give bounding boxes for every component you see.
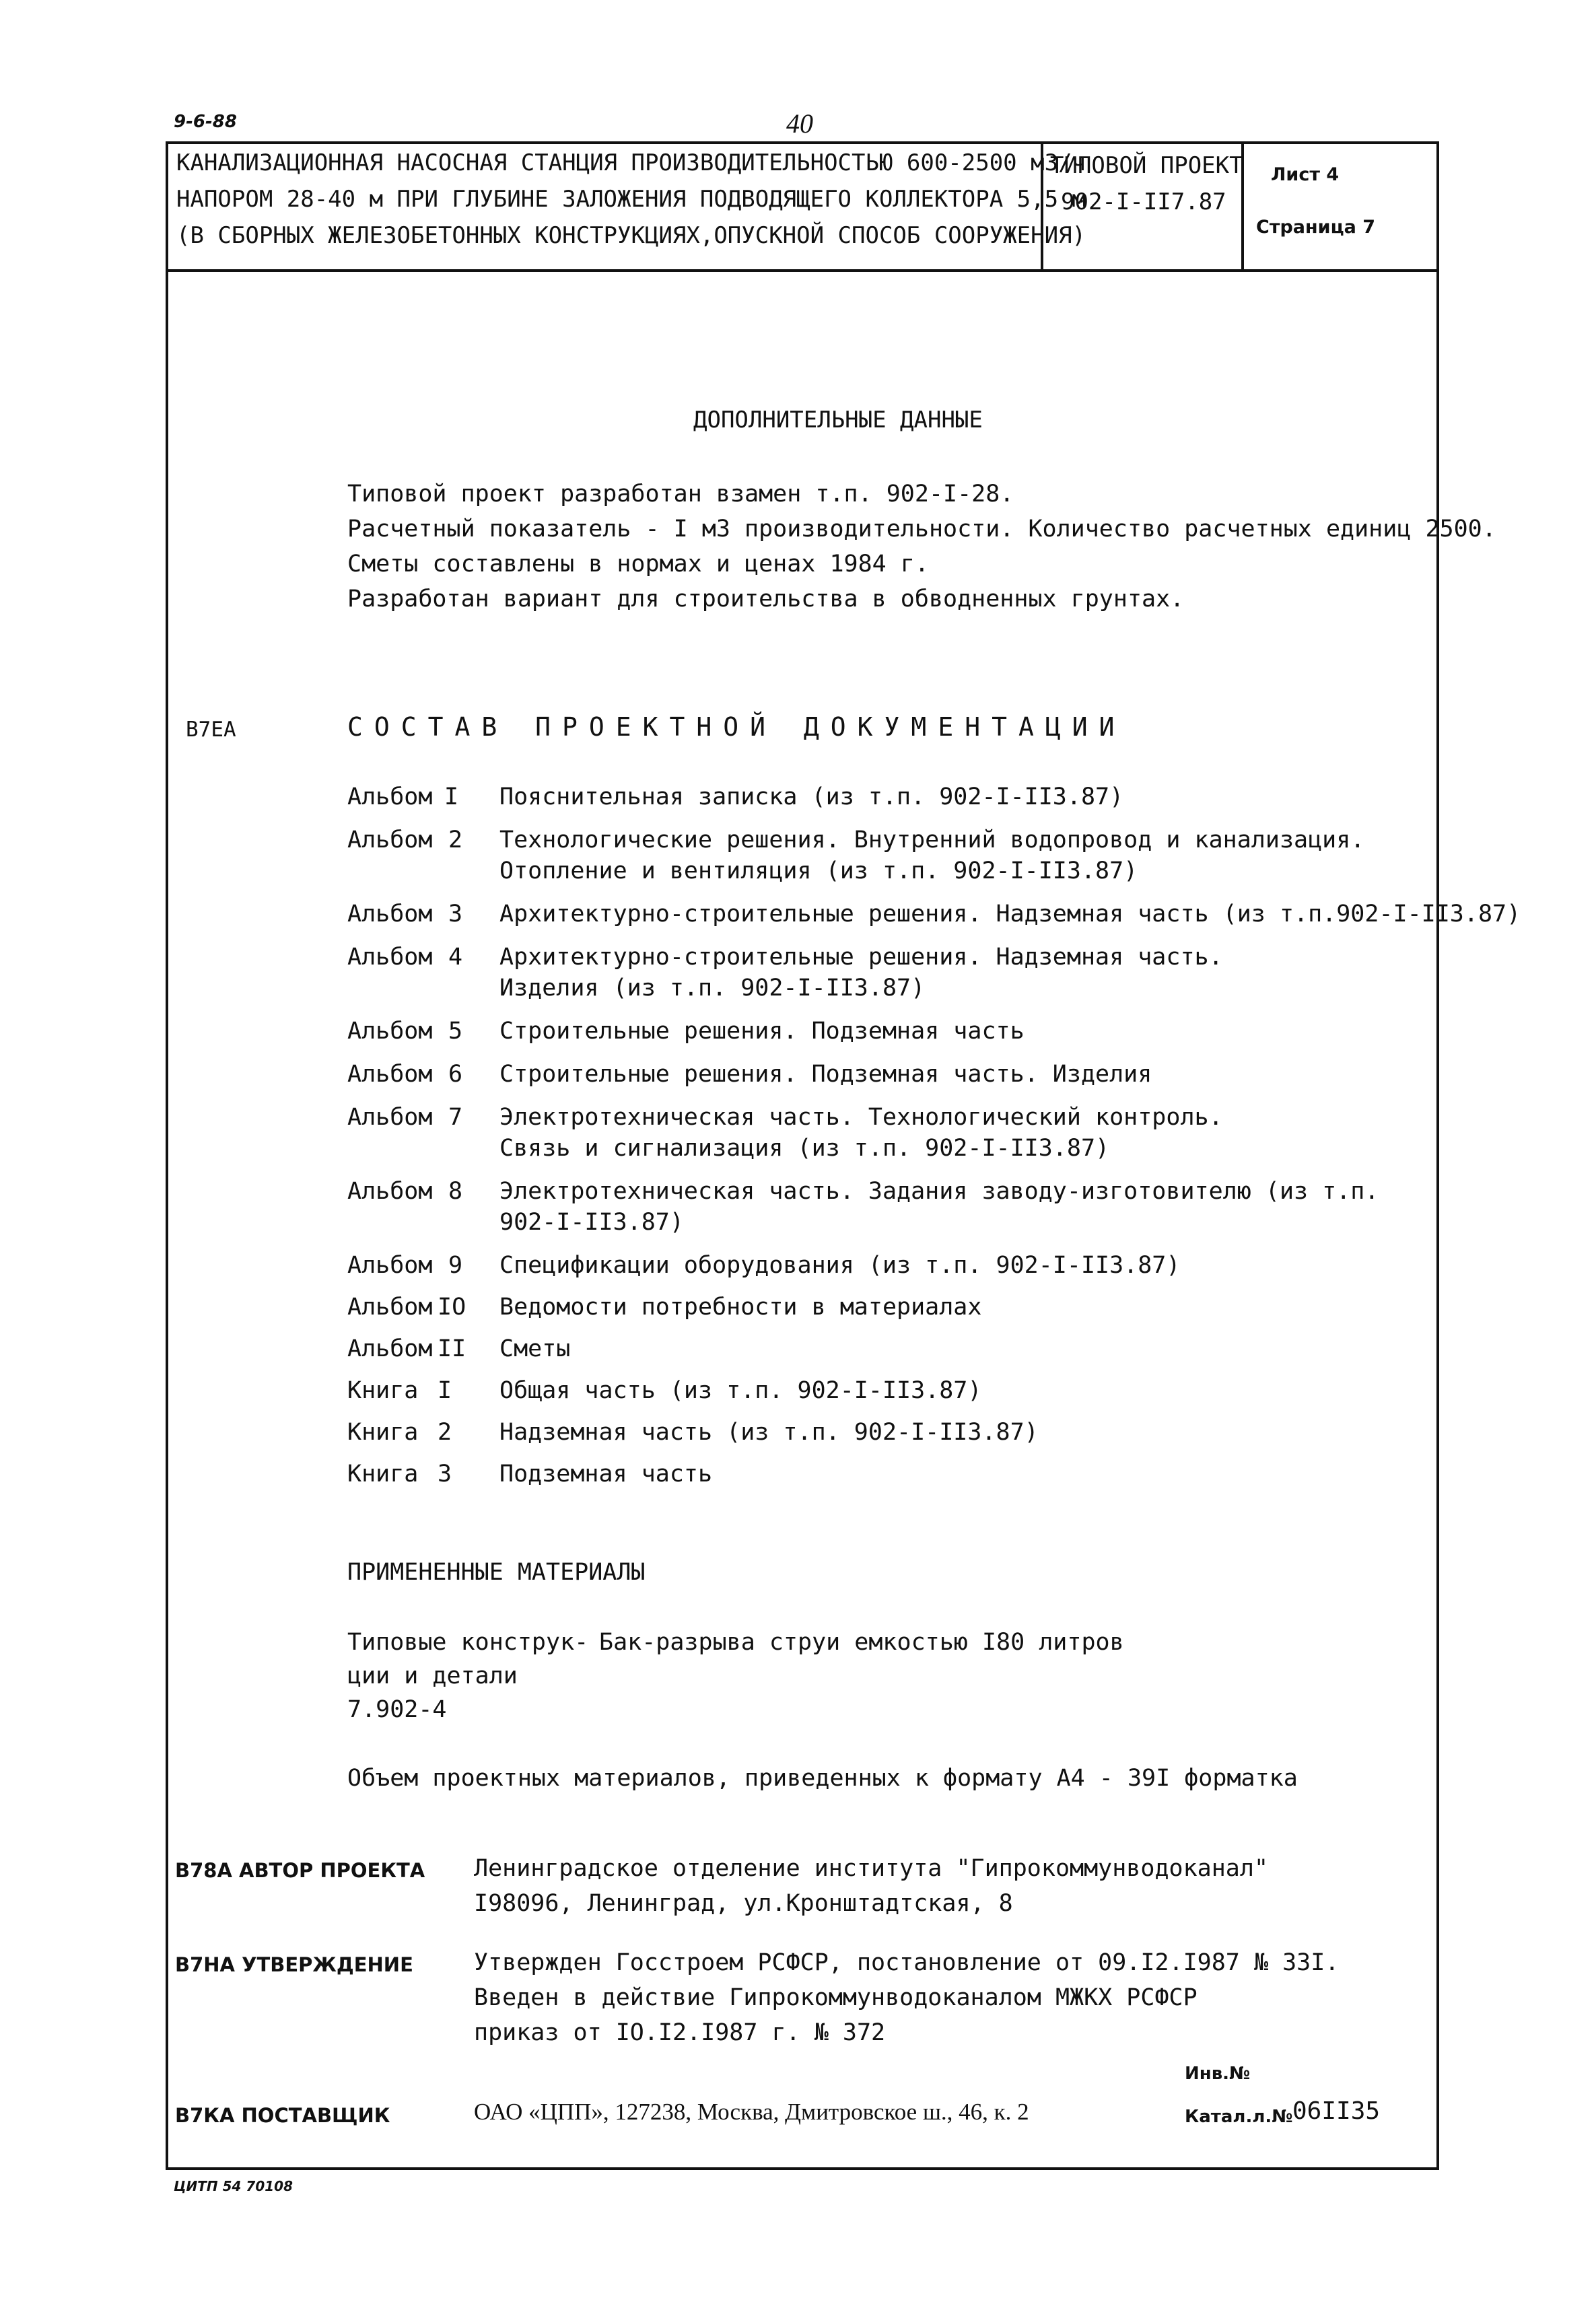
composition-heading: СОСТАВ ПРОЕКТНОЙ ДОКУМЕНТАЦИИ [347, 712, 1126, 742]
list-item-type: Альбом [347, 1104, 433, 1131]
project-number: 902-I-II7.87 [1061, 188, 1226, 215]
list-item-type: Альбом [347, 901, 433, 928]
list-item-num: 5 [448, 1018, 463, 1045]
author-line-1: Ленинградское отделение института "Гипрокоммунводоканал" [474, 1855, 1269, 1882]
additional-line-1: Типовой проект разработан взамен т.п. 902-I-28. [347, 481, 1014, 508]
list-item-desc: Строительные решения. Подземная часть. Изделия [499, 1061, 1152, 1088]
approval-line-2: Введен в действие Гипрокоммунводоканалом МЖКХ РСФСР [474, 1984, 1198, 2011]
list-item-num: I [438, 1377, 452, 1404]
list-item-desc: Строительные решения. Подземная часть [499, 1018, 1025, 1045]
list-item-desc-cont: Отопление и вентиляция (из т.п. 902-I-II3.87) [499, 858, 1138, 884]
list-item-desc-cont: 902-I-II3.87) [499, 1209, 684, 1236]
list-item-num: 2 [448, 827, 463, 853]
list-item-desc: Архитектурно-строительные решения. Надземная часть (из т.п.902-I-II3.87) [499, 901, 1521, 928]
sheet-label: Лист 4 [1271, 164, 1340, 185]
header-title-line-2: НАПОРОМ 28-40 м ПРИ ГЛУБИНЕ ЗАЛОЖЕНИЯ ПОДВОДЯЩЕГО КОЛЛЕКТОРА 5,5 м [176, 186, 1086, 213]
header-divider [166, 269, 1439, 272]
supplier-label: В7КА ПОСТАВЩИК [175, 2104, 390, 2127]
materials-type-line-2: ции и детали [347, 1663, 518, 1689]
list-item-type: Альбом [347, 1018, 433, 1045]
volume-statement: Объем проектных материалов, приведенных к формату А4 - 39I форматка [347, 1765, 1298, 1792]
list-item-desc: Общая часть (из т.п. 902-I-II3.87) [499, 1377, 982, 1404]
list-item-num: 6 [448, 1061, 463, 1088]
list-item-desc: Электротехническая часть. Технологический контроль. [499, 1104, 1223, 1131]
additional-data-heading: ДОПОЛНИТЕЛЬНЫЕ ДАННЫЕ [693, 407, 983, 433]
list-item-num: 4 [448, 944, 463, 971]
approval-line-3: приказ от IO.I2.I987 г. № 372 [474, 2019, 886, 2046]
list-item-type: Альбом [347, 1294, 433, 1321]
list-item-desc-cont: Связь и сигнализация (из т.п. 902-I-II3.87) [499, 1135, 1110, 1162]
list-item-num: II [438, 1335, 466, 1362]
list-item-type: Альбом [347, 827, 433, 853]
list-item-num: 3 [448, 901, 463, 928]
list-item-num: IO [438, 1294, 466, 1321]
composition-code: В7ЕА [186, 718, 236, 742]
date-stamp: 9-6-88 [174, 112, 237, 132]
materials-type-line-1: Типовые конструк- [347, 1629, 589, 1656]
project-label: ТИПОВОЙ ПРОЕКТ [1050, 152, 1243, 179]
list-item-type: Альбом [347, 1061, 433, 1088]
list-item-type: Книга [347, 1419, 419, 1446]
approval-line-1: Утвержден Госстроем РСФСР, постановление от 09.I2.I987 № 33I. [474, 1949, 1340, 1976]
materials-heading: ПРИМЕНЕННЫЕ МАТЕРИАЛЫ [347, 1559, 646, 1586]
list-item-num: 9 [448, 1252, 463, 1279]
inventory-label: Инв.№ [1185, 2064, 1251, 2084]
list-item-desc: Пояснительная записка (из т.п. 902-I-II3.87) [499, 783, 1124, 810]
author-label: В78А АВТОР ПРОЕКТА [175, 1859, 425, 1882]
list-item-desc: Спецификации оборудования (из т.п. 902-I-II3.87) [499, 1252, 1181, 1279]
list-item-type: Книга [347, 1377, 419, 1404]
list-item-type: Альбом [347, 1335, 433, 1362]
list-item-type: Альбом [347, 1178, 433, 1205]
list-item-desc: Архитектурно-строительные решения. Надземная часть. [499, 944, 1223, 971]
list-item-desc: Электротехническая часть. Задания заводу-изготовителю (из т.п. [499, 1178, 1379, 1205]
header-title-line-3: (В СБОРНЫХ ЖЕЛЕЗОБЕТОННЫХ КОНСТРУКЦИЯХ,ОПУСКНОЙ СПОСОБ СООРУЖЕНИЯ) [176, 222, 1086, 249]
list-item-desc: Надземная часть (из т.п. 902-I-II3.87) [499, 1419, 1039, 1446]
catalog-label: Катал.л.№ [1185, 2107, 1293, 2127]
list-item-num: 3 [438, 1461, 452, 1488]
list-item-num: 2 [438, 1419, 452, 1446]
list-item-type: Альбом [347, 944, 433, 971]
materials-description: Бак-разрыва струи емкостью I80 литров [599, 1629, 1124, 1656]
list-item-type: Книга [347, 1461, 419, 1488]
catalog-number: 06II35 [1292, 2097, 1381, 2125]
page-number: 40 [786, 108, 813, 139]
author-line-2: I98096, Ленинград, ул.Кронштадтская, 8 [474, 1890, 1013, 1917]
materials-type-line-3: 7.902-4 [347, 1696, 447, 1723]
list-item-num: I [444, 783, 459, 810]
list-item-num: 7 [448, 1104, 463, 1131]
list-item-desc-cont: Изделия (из т.п. 902-I-II3.87) [499, 975, 926, 1002]
header-title-line-1: КАНАЛИЗАЦИОННАЯ НАСОСНАЯ СТАНЦИЯ ПРОИЗВОДИТЕЛЬНОСТЬЮ 600-2500 м3/ч [176, 149, 1086, 176]
additional-line-2: Расчетный показатель - I м3 производительности. Количество расчетных единиц 2500. [347, 516, 1496, 542]
list-item-desc: Сметы [499, 1335, 571, 1362]
list-item-desc: Подземная часть [499, 1461, 713, 1488]
list-item-type: Альбом [347, 783, 433, 810]
page-label: Страница 7 [1256, 217, 1376, 238]
list-item-desc: Ведомости потребности в материалах [499, 1294, 982, 1321]
supplier-text: ОАО «ЦПП», 127238, Москва, Дмитровское ш., 46, к. 2 [474, 2099, 1029, 2125]
additional-line-3: Сметы составлены в нормах и ценах 1984 г. [347, 551, 929, 578]
list-item-type: Альбом [347, 1252, 433, 1279]
approval-label: В7НА УТВЕРЖДЕНИЕ [175, 1953, 413, 1976]
list-item-desc: Технологические решения. Внутренний водопровод и канализация. [499, 827, 1365, 853]
footer-code: ЦИТП 54 70108 [174, 2178, 293, 2194]
list-item-num: 8 [448, 1178, 463, 1205]
additional-line-4: Разработан вариант для строительства в обводненных грунтах. [347, 586, 1185, 612]
